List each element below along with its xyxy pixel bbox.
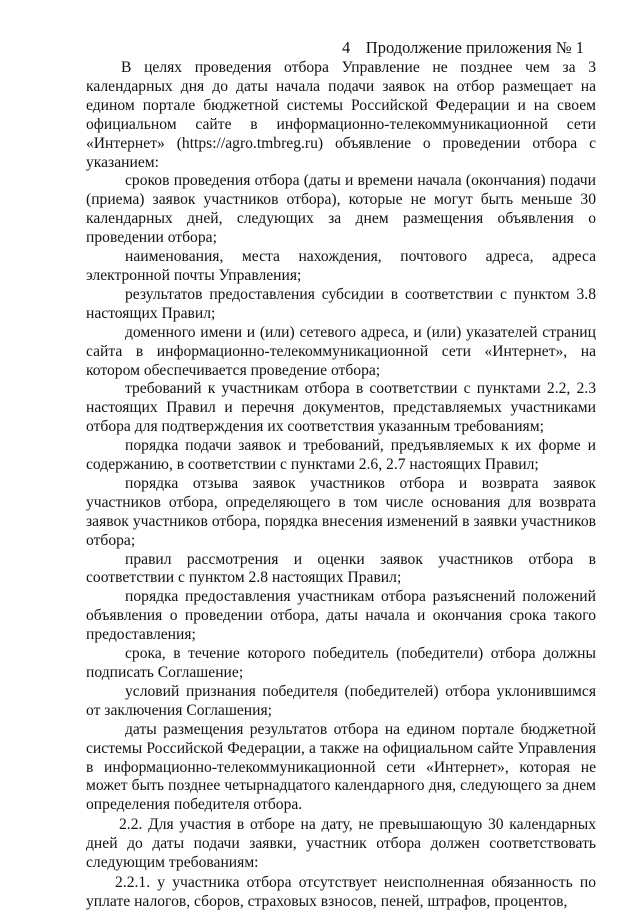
list-item: результатов предоставления субсидии в соответствии с пунктом 3.8 настоящих Правил; xyxy=(86,285,596,322)
list-item: даты размещения результатов отбора на едином портале бюджетной системы Российской Федерации, а также на официальном сайте Управления в информационно-телекоммуникационной сети «Интернет», которая не может быть позднее четырнадцатого календарного дня, следующего за днем определения победителя отбора. xyxy=(86,720,596,814)
section-2-2-1-paragraph: 2.2.1. у участника отбора отсутствует неисполненная обязанность по уплате налогов, сборов, страховых взносов, пеней, штрафов, процентов, xyxy=(86,873,596,910)
list-item: срока, в течение которого победитель (победители) отбора должны подписать Соглашение; xyxy=(86,645,596,681)
list-item: наименования, места нахождения, почтового адреса, адреса электронной почты Управления; xyxy=(86,248,596,284)
list-item: сроков проведения отбора (даты и времени начала (окончания) подачи (приема) заявок участников отбора), которые не могут быть меньше 30 календарных дней, следующих за днем размещения объявления о проведении отбора; xyxy=(86,172,596,247)
appendix-continuation-label: Продолжение приложения № 1 xyxy=(365,38,584,57)
list-item: условий признания победителя (победителей) отбора уклонившимся от заключения Соглашения; xyxy=(86,682,596,719)
list-item: порядка предоставления участникам отбора разъяснений положений объявления о проведении отбора, даты начала и окончания срока такого предоставления; xyxy=(86,588,596,644)
list-item: правил рассмотрения и оценки заявок участников отбора в соответствии с пунктом 2.8 настоящих Правил; xyxy=(86,550,596,587)
intro-paragraph: В целях проведения отбора Управление не позднее чем за 3 календарных дня до даты начала подачи заявок на отбор размещает на едином портале бюджетной системы Российской Федерации и на своем официальном сайте в информационно-телекоммуникационной сети «Интернет» (https://agro.tmbreg.ru) объявление о проведении отбора с указанием: xyxy=(86,59,596,171)
page-number: 4 xyxy=(342,38,351,57)
list-item: порядка подачи заявок и требований, предъявляемых к их форме и содержанию, в соответствии с пунктами 2.6, 2.7 настоящих Правил; xyxy=(86,437,596,474)
document-body xyxy=(86,59,596,912)
list-item: порядка отзыва заявок участников отбора и возврата заявок участников отбора, определяющего в том числе основания для возврата заявок участников отбора, порядка внесения изменений в заявки участников отбора; xyxy=(86,474,596,549)
list-item: доменного имени и (или) сетевого адреса, и (или) указателей страниц сайта в информационно-телекоммуникационной сети «Интернет», на котором обеспечивается проведение отбора; xyxy=(86,323,596,379)
list-item: требований к участникам отбора в соответствии с пунктами 2.2, 2.3 настоящих Правил и перечня документов, представляемых участниками отбора для подтверждения их соответствия указанным требованиям; xyxy=(86,380,596,436)
section-2-2-paragraph: 2.2. Для участия в отборе на дату, не превышающую 30 календарных дней до даты подачи заявки, участник отбора должен соответствовать следующим требованиям: xyxy=(86,816,596,872)
page-header xyxy=(86,38,596,58)
